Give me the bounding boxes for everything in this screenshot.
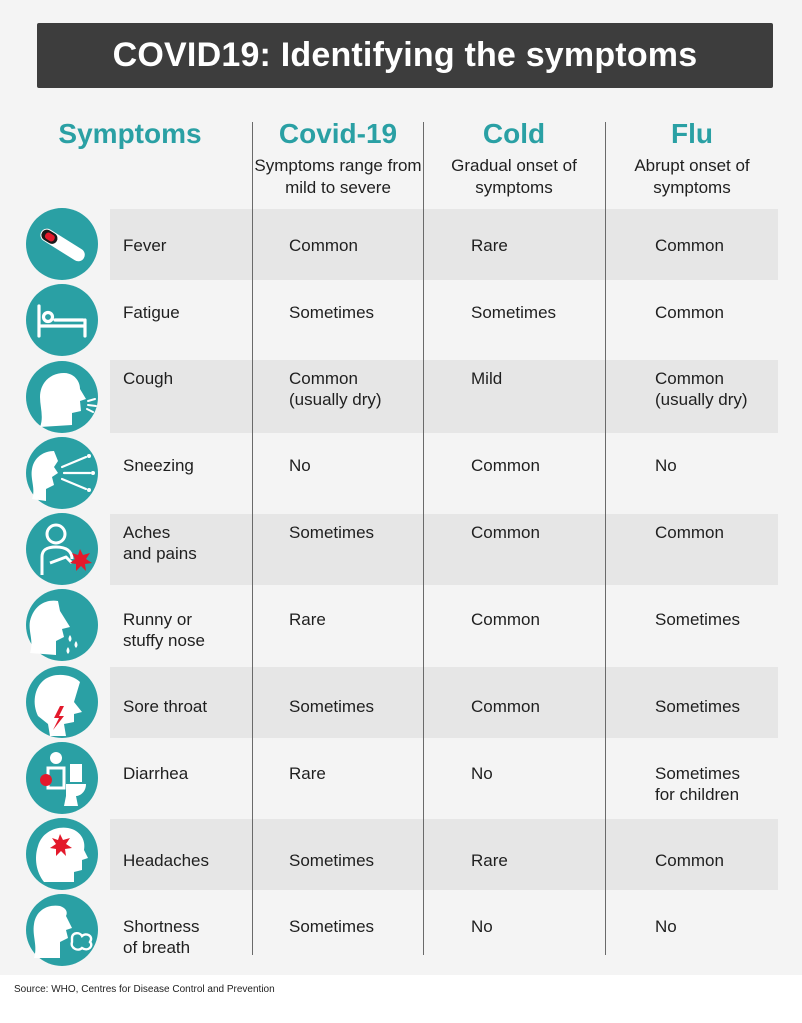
- sneeze-icon: [26, 437, 98, 509]
- symptom-label: Cough: [123, 369, 174, 388]
- symptom-label: Headaches: [123, 851, 210, 870]
- flu-cell: Sometimes: [655, 697, 741, 716]
- aches-icon: [26, 513, 98, 585]
- cold-cell: Rare: [471, 851, 508, 870]
- symptoms-column-header: Symptoms: [58, 118, 202, 149]
- covid-cell: Rare: [289, 610, 326, 629]
- covid-cell: No: [289, 456, 311, 475]
- flu-cell: Common: [655, 303, 724, 322]
- cold-cell: Common: [471, 523, 540, 542]
- column-divider: [605, 122, 606, 955]
- covid-column-subtitle: Symptoms range from mild to severe: [254, 156, 422, 197]
- covid-cell: Sometimes: [289, 523, 375, 542]
- symptom-label: Sneezing: [123, 456, 194, 475]
- covid-cell: Common (usually dry): [289, 369, 382, 409]
- page-title: COVID19: Identifying the symptoms: [112, 36, 698, 74]
- flu-cell: Common (usually dry): [655, 369, 748, 409]
- cold-cell: Mild: [471, 369, 503, 388]
- covid-cell: Sometimes: [289, 851, 375, 870]
- cold-cell: No: [471, 917, 493, 936]
- covid-column-header: Covid-19: [278, 118, 398, 149]
- bed-icon: [26, 284, 98, 356]
- cough-icon: [26, 361, 98, 433]
- cold-cell: Common: [471, 697, 540, 716]
- runny-nose-icon: [26, 589, 98, 661]
- cold-cell: Rare: [471, 236, 508, 255]
- cold-cell: No: [471, 764, 493, 783]
- covid-cell: Rare: [289, 764, 326, 783]
- headache-icon: [26, 818, 98, 890]
- source-credit: Source: WHO, Centres for Disease Control and Prevention: [14, 984, 275, 995]
- thermometer-icon: [26, 208, 98, 280]
- cold-cell: Sometimes: [471, 303, 557, 322]
- covid-cell: Sometimes: [289, 697, 375, 716]
- symptom-label: Diarrhea: [123, 764, 189, 783]
- flu-cell: Common: [655, 236, 724, 255]
- flu-cell: Common: [655, 851, 724, 870]
- flu-cell: Sometimes for children: [655, 764, 741, 804]
- covid-cell: Sometimes: [289, 303, 375, 322]
- cold-cell: Common: [471, 456, 540, 475]
- column-divider: [252, 122, 253, 955]
- column-divider: [423, 122, 424, 955]
- symptom-label: Fever: [123, 236, 167, 255]
- cold-column-subtitle: Gradual onset of symptoms: [451, 156, 577, 197]
- title-bar: [37, 23, 773, 88]
- symptom-label: Sore throat: [123, 697, 208, 716]
- covid-cell: Sometimes: [289, 917, 375, 936]
- symptom-label: Fatigue: [123, 303, 180, 322]
- flu-cell: No: [655, 917, 677, 936]
- symptom-label: Runny or stuffy nose: [123, 610, 205, 650]
- cold-column-header: Cold: [482, 118, 546, 149]
- symptom-label: Aches and pains: [123, 523, 197, 563]
- flu-cell: Sometimes: [655, 610, 741, 629]
- flu-column-subtitle: Abrupt onset of symptoms: [634, 156, 750, 197]
- flu-column-header: Flu: [671, 118, 713, 149]
- symptom-label: Shortness of breath: [123, 917, 200, 957]
- cold-cell: Common: [471, 610, 540, 629]
- sore-throat-icon: [26, 666, 98, 738]
- toilet-icon: [26, 742, 98, 814]
- breath-icon: [26, 894, 98, 966]
- covid-cell: Common: [289, 236, 358, 255]
- flu-cell: Common: [655, 523, 724, 542]
- flu-cell: No: [655, 456, 677, 475]
